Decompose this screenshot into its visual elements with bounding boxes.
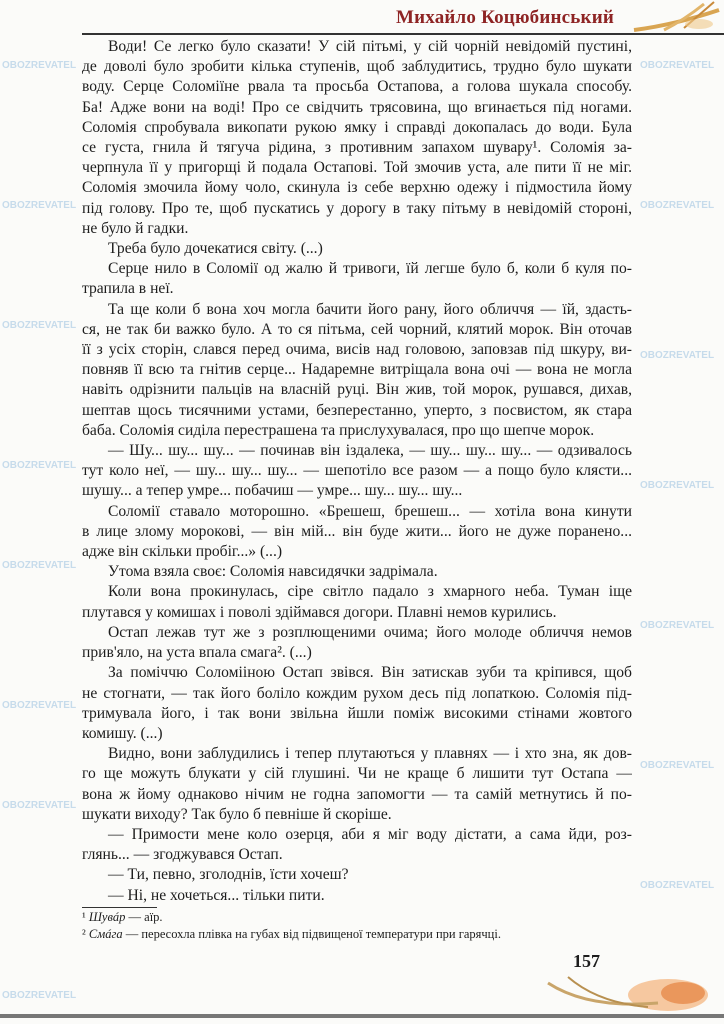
text-line: воду. Серце Соломіїне рвала та просьба Остапова, а голова шукала способу. <box>82 78 632 96</box>
text-line: Та ще коли б вона хоч могла бачити його рану, його обличчя — їй, здасть- <box>108 300 632 318</box>
footnote-divider <box>82 907 157 908</box>
header-wheat-decoration <box>614 0 724 32</box>
watermark: OBOZREVATEL <box>640 760 715 771</box>
text-line: Води! Се легко було сказати! У сій пітьмі, у сій чорній невідомій пустині, <box>108 38 632 55</box>
text-line: Утома взяла своє: Соломія навсидячки задрімала. <box>108 563 438 581</box>
text-line: її з усіх сторін, слався перед очима, висів над головою, заповзав під шкуру, ви- <box>82 341 632 359</box>
watermark: OBOZREVATEL <box>640 60 715 71</box>
text-line: тут коло неї, — шу... шу... шу... — шепотіло все разом — а пощо було клясти... <box>82 462 632 480</box>
text-line: Видно, вони заблудились і тепер плутаються у плавнях — і хто зна, як дов- <box>108 745 632 763</box>
watermark: OBOZREVATEL <box>640 880 715 891</box>
text-line: адже він скільки пробіг...» (...) <box>82 543 283 561</box>
text-line: Серце нило в Соломії од жалю й тривоги, їй легше було б, коли б куля по- <box>108 260 632 278</box>
text-line: Ба! Адже вони на воді! Про се свідчить трясовина, що вгинається під ногами. <box>82 98 632 116</box>
footnote-2: ² Смáга — пересохла плівка на губах від підвищеної температури при гарячці. <box>82 927 501 941</box>
text-line: Соломія змочила йому чоло, скинула із себе верхню одежу і підмостила йому <box>82 179 632 197</box>
watermark: OBOZREVATEL <box>2 990 77 1001</box>
text-line: Треба було дочекатися світу. (...) <box>108 240 323 258</box>
text-line: навіть одрізнити пальців на власній руці. Він жив, той морок, рушався, дихав, <box>82 381 632 399</box>
watermark: OBOZREVATEL <box>2 700 77 711</box>
text-line: трапила в неї. <box>82 280 174 298</box>
text-line: ся, не так би важко було. А то ся пітьма, сей чорний, клятий морок. Він оточав <box>82 320 632 338</box>
text-line: комишу. (...) <box>82 724 163 742</box>
text-line: го ще можуть блукати у сій глушині. Чи не краще б лишити тут Остапа — <box>82 765 632 783</box>
text-line: Соломії ставало моторошно. «Брешеш, брешеш... — хотіла вона кинути <box>108 502 632 520</box>
text-line: плутався у комишах і поволі здіймався догори. Плавні немов курились. <box>82 603 557 621</box>
text-line: не було й гадки. <box>82 219 189 237</box>
text-line: шушу... а тепер умре... побачиш — умре... шу... шу... шу... <box>82 482 463 500</box>
footnotes <box>82 909 501 943</box>
text-line: — Ні, не хочеться... тільки пити. <box>108 886 325 904</box>
footnote-1: ¹ Шувáр — аїр. <box>82 910 163 924</box>
text-line: повняв її всю та гнітив серце... Надаремне витріщала вона очі — вона не могла <box>82 361 632 379</box>
text-line: се густа, гнила й тягуча рідина, з противним запахом шувару¹. Соломія за- <box>82 139 632 157</box>
watermark: OBOZREVATEL <box>640 200 715 211</box>
watermark: OBOZREVATEL <box>2 200 77 211</box>
footer-flower-decoration <box>538 975 724 1013</box>
text-line: під голову. Про те, щоб пускатись у дорогу в таку пітьму в невідомій стороні, <box>82 199 632 217</box>
watermark: OBOZREVATEL <box>2 560 77 571</box>
watermark: OBOZREVATEL <box>640 620 715 631</box>
text-line: вона ж йому однаково нічим не годна запомогти — та самій метнутись й по- <box>82 785 632 803</box>
text-line: шептав щось тисячними устами, безперестанно, уперто, з посвистом, як стара <box>82 401 632 419</box>
text-line: де доволі було зробити кілька ступенів, щоб заблудитись, трудно було шукати <box>82 58 632 76</box>
text-line: не стогнати, — так його боліло кождим рухом десь під лопаткою. Соломія під- <box>82 684 632 702</box>
watermark: OBOZREVATEL <box>2 800 77 811</box>
text-line: прив'яло, на уста впала смага². (...) <box>82 644 312 662</box>
watermark: OBOZREVATEL <box>640 350 715 361</box>
page-number: 157 <box>573 951 600 971</box>
text-line: тримувала його, і так вони звільна йшли поміж високими стінами жовтого <box>82 704 632 722</box>
text-line: в лице злому морокові, — він мій... він буде жити... його не дуже поранено... <box>82 522 632 540</box>
bottom-border <box>0 1014 724 1018</box>
text-line: Соломія спробувала викопати рукою ямку і справді докопалась до води. Була <box>82 118 632 136</box>
header-divider <box>82 33 724 35</box>
story-text <box>82 37 632 906</box>
text-line: Коли вона прокинулась, сіре світло падало з хмарного неба. Туман іще <box>108 583 632 601</box>
text-line: Остап лежав тут же з розплющеними очима; його молоде обличчя немов <box>108 623 632 641</box>
watermark: OBOZREVATEL <box>2 320 77 331</box>
text-line: — Ти, певно, зголоднів, їсти хочеш? <box>108 866 349 884</box>
text-line: черпнула її у пригорщі й подала Остапові. Той змочив уста, але пити її не міг. <box>82 159 632 177</box>
text-line: баба. Соломія сиділа перестрашена та прислухувалася, про що шепче морок. <box>82 421 595 439</box>
watermark: OBOZREVATEL <box>640 480 715 491</box>
text-line: глянь... — згоджувався Остап. <box>82 846 283 864</box>
text-line: шукати виходу? Так було б певніше й скоріше. <box>82 805 392 823</box>
text-line: — Шу... шу... шу... — починав він іздалека, — шу... шу... шу... — одзивалось <box>108 442 632 460</box>
text-line: — Примости мене коло озерця, аби я міг воду дістати, а сама йди, роз- <box>108 825 632 843</box>
watermark: OBOZREVATEL <box>2 60 77 71</box>
watermark: OBOZREVATEL <box>2 460 77 471</box>
header-author: Михайло Коцюбинський <box>395 7 614 28</box>
text-line: За поміччю Соломііною Остап звівся. Він затискав зуби та кріпився, щоб <box>108 664 632 682</box>
